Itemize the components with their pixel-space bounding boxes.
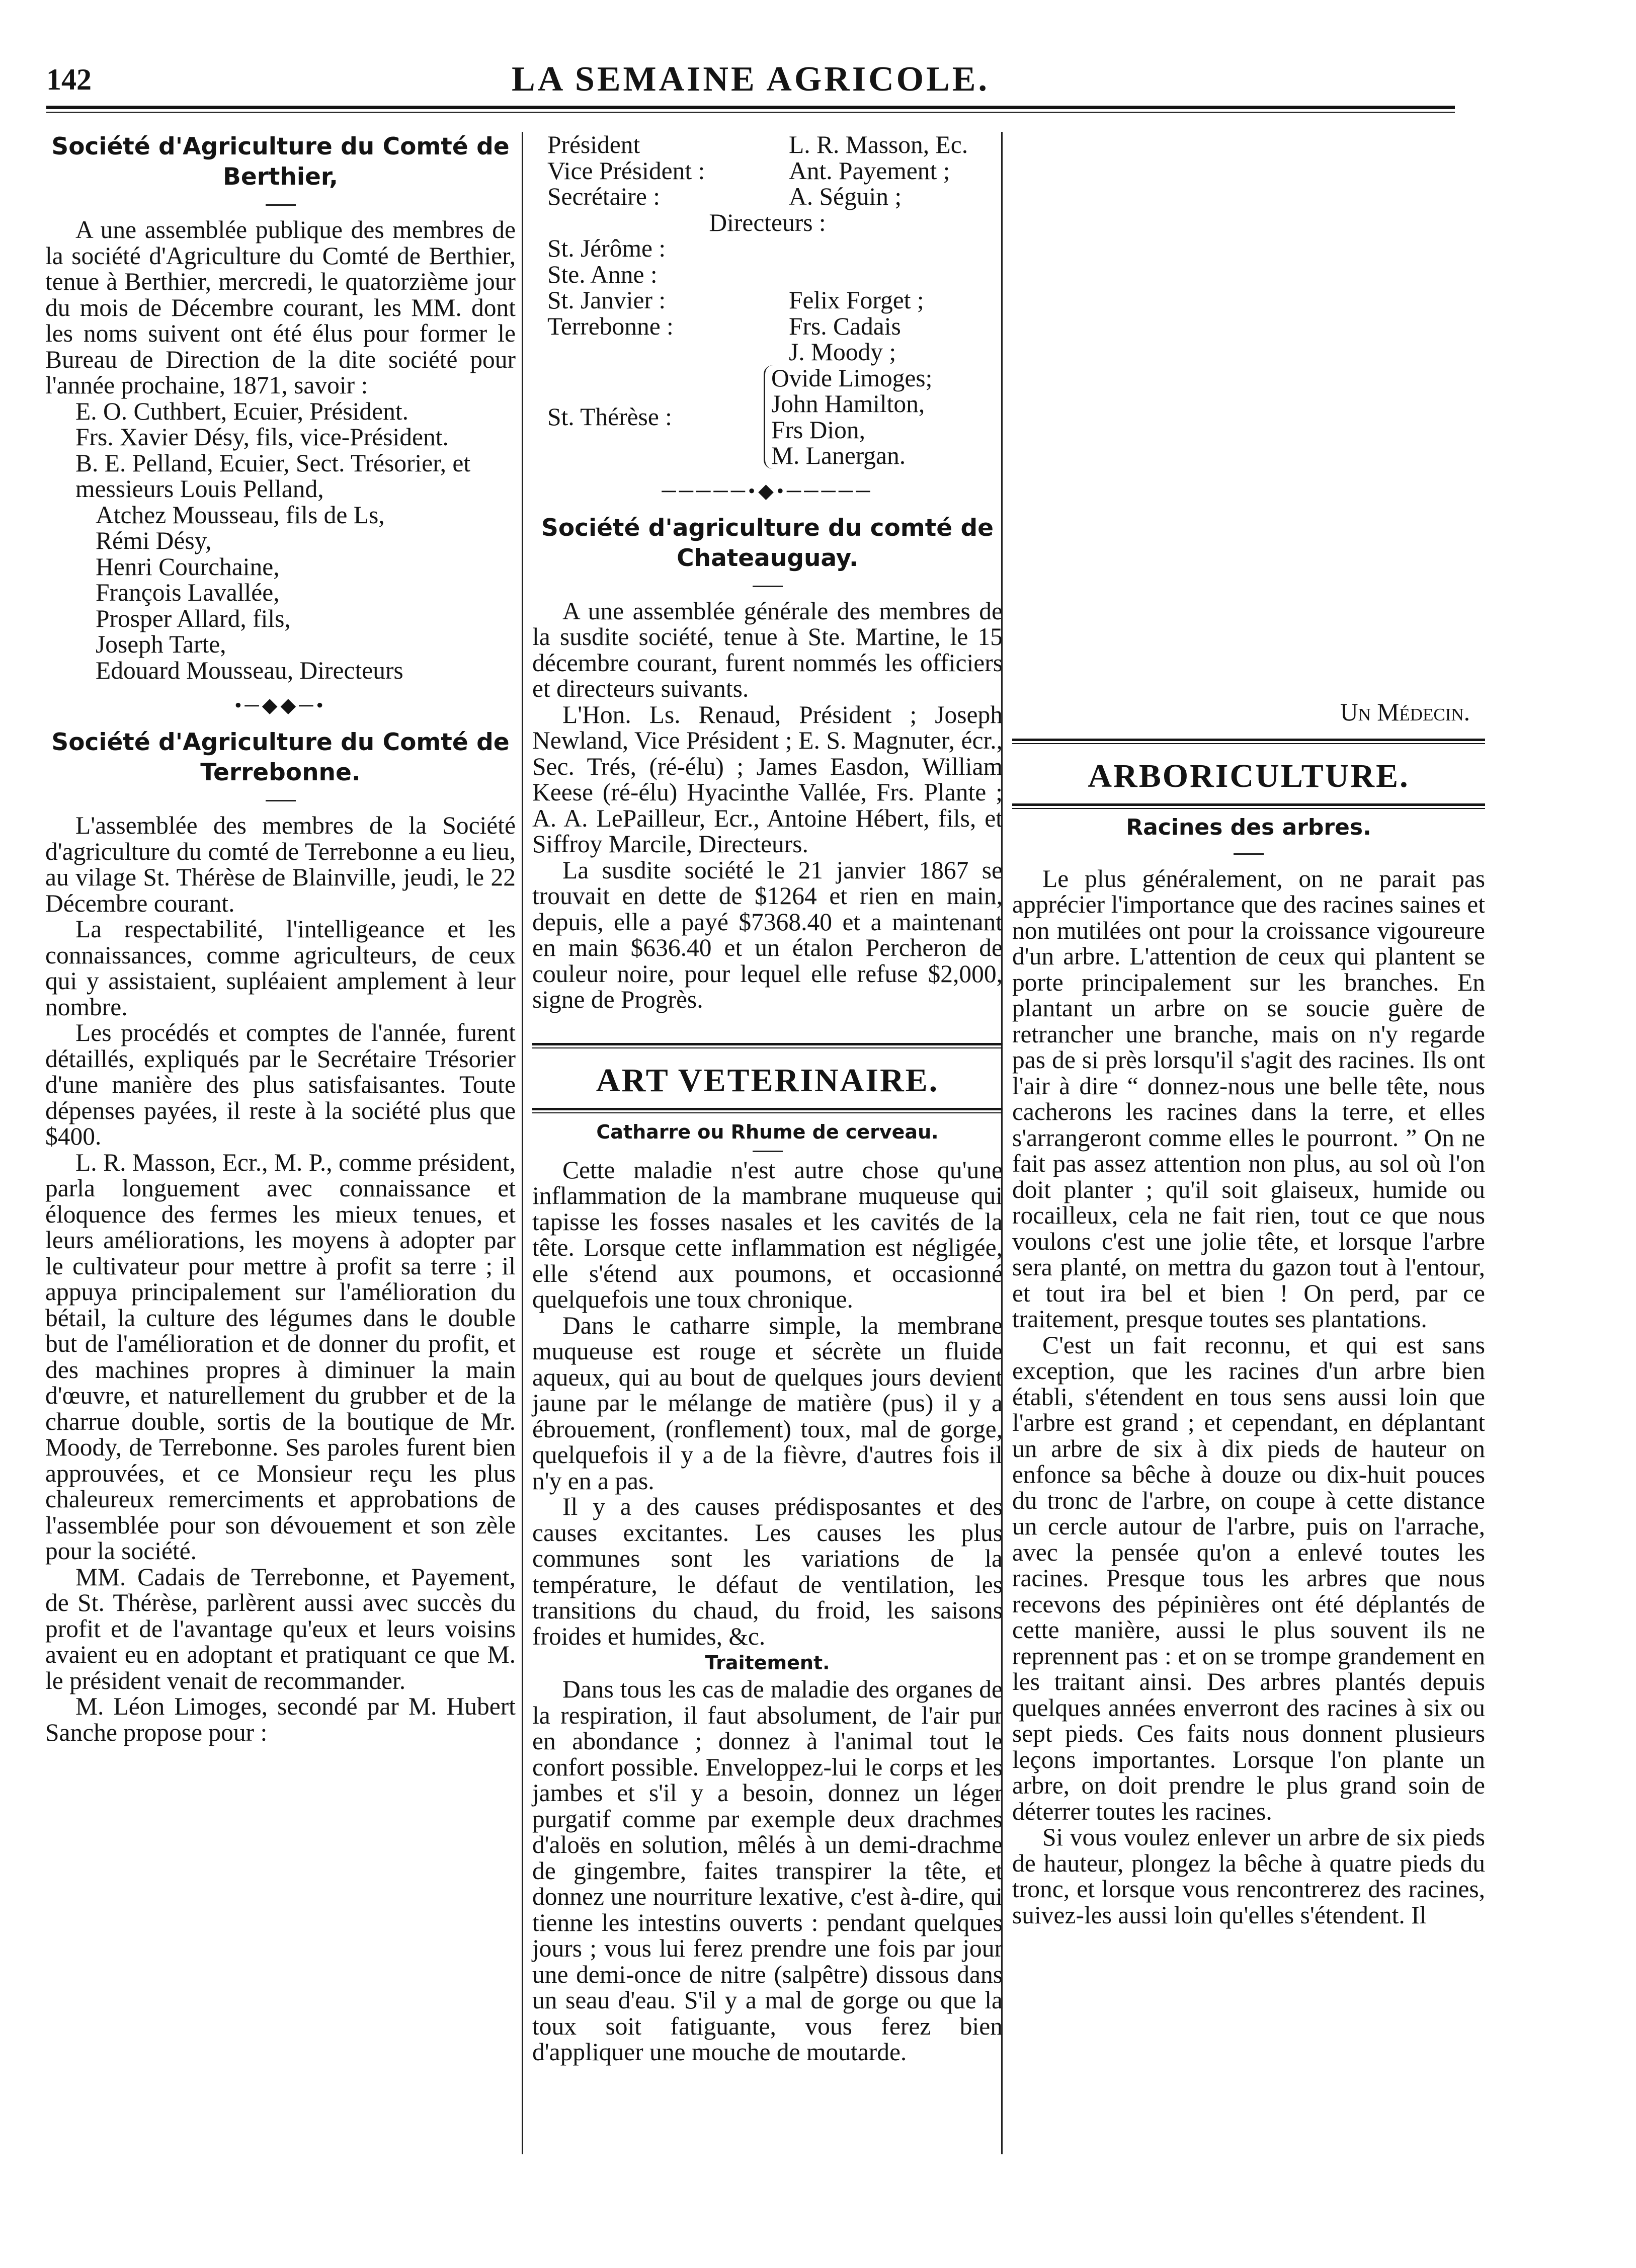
directors-heading: Directeurs :	[709, 208, 826, 236]
title-dash	[266, 800, 296, 801]
terrebonne-paragraph: Les procédés et comptes de l'année, furent détaillés, expliqués par le Secrétaire Trésorier d'une manière des plus satisfaisantes. Toute dépenses payées, il reste à la société plus que $400.	[45, 1019, 516, 1150]
veterinaire-paragraph: Il y a des causes prédisposantes et des causes excitantes. Les causes les plus communes sont les variations de la température, le défaut de ventilation, les transitions du chaud, du froid, les saisons froides et humides, &c.	[532, 1493, 1003, 1650]
berthier-director: Prosper Allard, fils,	[96, 604, 291, 632]
director-name: John Hamilton,	[771, 390, 925, 418]
board-row	[532, 262, 1003, 288]
board-value: A. Séguin ;	[789, 183, 902, 210]
terrebonne-title: Société d'Agriculture du Comté de Terrebonne.	[51, 728, 510, 786]
director-name: M. Lanergan.	[771, 442, 906, 469]
board-label: Ste. Anne :	[547, 260, 658, 288]
board-label: Président	[547, 131, 640, 158]
arboriculture-paragraph: Le plus généralement, on ne parait pas apprécier l'importance que des racines saines et non mutilées ont pour la croissance vigoureure d'un arbre. L'attention de ceux qui plantent se porte principalement sur les branches. En plantant un arbre on se soucie guère de retrancher une branche, mais on n'y regarde pas de si près lorsqu'il s'agit des racines. Ils ont l'air à dire “ donnez-nous une belle tête, nous cacherons les racines dans la terre, et elles s'arrangeront comme elles le pourront. ” On ne fait pas assez attention non plus, au sol où l'on doit planter ; qu'il soit glaiseux, humide ou rocailleux, cela ne fait rien, tout ce que nous voulons c'est une jolie tête, et lorsque l'arbre sera planté, on mettra du gazon tout à l'entour, et tout ira bel et bien ! On perd, par ce traitement, presque toutes ses plantations.	[1012, 864, 1485, 1333]
column-divider	[522, 132, 523, 2154]
berthier-paragraph: A une assemblée publique des membres de la société d'Agriculture du Comté de Berthier, tenue à Berthier, mercredi, le quatorzième jour du mois de Décembre courant, les MM. dont les noms suivent ont été élus pour former le Bureau de Direction de la dite société pour l'année prochaine, 1871, savoir :	[45, 216, 516, 399]
arboriculture-paragraph: C'est un fait reconnu, et qui est sans exception, que les racines d'un arbre bien établi, s'étendent en tous sens aussi loin que l'arbre est grand ; et cependant, en déplantant un arbre de six à dix pieds de hauteur on enfonce sa bêche à douze ou dix-huit pouces du tronc de l'arbre, on coupe à cette distance un cercle autour de l'arbre, puis on l'arrache, avec la pensée qu'on a enlevé toutes les racines. Presque tous les arbres que nous recevons des pépinières ont été déplantés de cette manière, aussi le plus souvent ils ne reprennent pas : et on se trompe grandement en les traitant ainsi. Des arbres plantés depuis quelques années enverront des racines à six ou sept pieds. Ces faits nous donnent plusieurs leçons importantes. Lorsque l'on plante un arbre, on doit prendre le plus grand soin de déterrer toutes les racines.	[1012, 1331, 1485, 1825]
director-name: Ovide Limoges;	[771, 364, 933, 392]
board-label: St. Jérôme :	[547, 234, 666, 262]
page-number: 142	[46, 63, 92, 96]
terrebonne-paragraph: La respectabilité, l'intelligeance et les connaissances, comme agriculteurs, de ceux qui y assistaient, supléaient amplement à leur nombre.	[45, 915, 516, 1021]
section-rule-thin	[1012, 808, 1485, 809]
board-row	[532, 235, 1003, 262]
director-name: Frs Dion,	[771, 416, 866, 444]
board-label: St. Thérèse :	[547, 402, 672, 431]
board-value: Frs. Cadais	[789, 312, 901, 340]
section-rule-thick	[532, 1043, 1003, 1045]
section-rule-thin	[532, 1047, 1003, 1048]
berthier-title: Société d'Agriculture du Comté de Berthier,	[51, 133, 510, 191]
sttherese-group	[532, 365, 1003, 469]
chateauguay-paragraph: L'Hon. Ls. Renaud, Président ; Joseph Newland, Vice Président ; E. S. Magnuter, écr., Sec. Trés, (ré-élu) ; James Easdon, William Keese (ré-élu) Hyacinthe Vallée, Frs. Plante ; A. A. LePailleur, Ecr., Antoine Hébert, fils, et Siffroy Marcile, Directeurs.	[532, 700, 1003, 858]
chateauguay-title: Société d'agriculture du comté de Chateauguay.	[541, 514, 994, 572]
chateauguay-paragraph: A une assemblée générale des membres de la susdite société, tenue à Ste. Martine, le 15 décembre courant, furent nommés les officiers et directeurs suivants.	[532, 597, 1003, 702]
section-rule-thin	[532, 1112, 1003, 1113]
board-value: Ant. Payement ;	[789, 156, 950, 185]
berthier-director: Henri Courchaine,	[96, 552, 280, 581]
treatment-subtitle: Traitement.	[705, 1652, 830, 1674]
berthier-officer: E. O. Cuthbert, Ecuier, Président.	[75, 397, 408, 425]
board-label: St. Janvier :	[547, 286, 666, 314]
berthier-officer: Frs. Xavier Désy, fils, vice-Président.	[75, 423, 449, 451]
veterinaire-subtitle: Catharre ou Rhume de cerveau.	[596, 1120, 939, 1143]
page-header	[46, 59, 1455, 105]
terrebonne-paragraph: M. Léon Limoges, secondé par M. Hubert Sanche propose pour :	[45, 1692, 516, 1746]
berthier-director: Joseph Tarte,	[96, 630, 226, 658]
header-rule-thin	[46, 112, 1455, 113]
title-dash	[266, 204, 296, 206]
berthier-director: Edouard Mousseau, Directeurs	[96, 656, 403, 684]
board-label: Terrebonne :	[547, 312, 674, 340]
column-3	[1012, 132, 1485, 1928]
berthier-director: Rémi Désy,	[96, 527, 212, 554]
section-rule-thin	[1012, 743, 1485, 744]
veterinaire-section-title: ART VETERINAIRE.	[596, 1062, 939, 1099]
board-row	[532, 313, 1003, 340]
title-dash	[753, 586, 783, 587]
column-2	[532, 132, 1003, 2065]
board-row	[532, 339, 1003, 365]
header-rule-thick	[46, 106, 1455, 109]
journal-title: LA SEMAINE AGRICOLE.	[512, 60, 990, 99]
section-ornament: •─◆◆─•	[234, 694, 326, 716]
veterinaire-paragraph: Dans le catharre simple, la membrane muqueuse est rouge et sécrète un fluide aqueux, qui au bout de quelques jours devient jaune par le mélange de matière (pus) il y a ébrouement, (ronflement) toux, mal de gorge, quelquefois il y a de la fièvre, d'autres fois il n'y en a pas.	[532, 1311, 1003, 1495]
title-dash	[753, 1151, 783, 1152]
arboriculture-paragraph: Si vous voulez enlever un arbre de six pieds de hauteur, plongez la bêche à quatre pieds du tronc, et lorsque vous rencontrerez des racines, suivez-les aussi loin qu'elles s'étendent. Il	[1012, 1823, 1485, 1929]
veterinaire-paragraph: Dans tous les cas de maladie des organes de la respiration, il faut absolument, de l'air pur en abondance ; donnez à l'animal tout le confort possible. Enveloppez-lui le corps et les jambes et s'il y a besoin, donnez un léger purgatif comme par exemple deux drachmes d'aloës en solution, mêlés à un demi-drachme de gingembre, faites transpirer la tête, et donnez une nourriture lexative, c'est à-dire, qui tienne les intestins ouverts : pendant quelques jours ; vous lui ferez prendre une fois par jour une demi-once de nitre (salpêtre) dissous dans un seau d'eau. S'il y a mal de gorge ou que la toux soit fatiguante, vous ferez bien d'appliquer une mouche de moutarde.	[532, 1675, 1003, 2066]
terrebonne-paragraph: L'assemblée des membres de la Société d'agriculture du comté de Terrebonne a eu lieu, au vilage St. Thérèse de Blainville, jeudi, le 22 Décembre courant.	[45, 812, 516, 917]
terrebonne-paragraph: L. R. Masson, Ecr., M. P., comme président, parla longuement avec connaissance et éloquence des fermes les mieux tenues, et leurs améliorations, les moyens à adopter par le cultivateur pour mettre à profit sa terre ; il appuya principalement sur l'amélioration du bétail, la culture des légumes dans le double but de l'amélioration et de donner du profit, et des machines propres à diminuer la main d'œuvre, et naturellement du grubber et de la charrue double, sortis de la boutique de Mr. Moody, de Terrebonne. Ses paroles furent bien approuvées, et ce Monsieur reçu les plus chaleureux remerciments et approbations de l'assemblée pour son dévouement et son zèle pour la société.	[45, 1148, 516, 1565]
board-value: L. R. Masson, Ec.	[789, 131, 968, 158]
title-dash	[1234, 853, 1264, 855]
section-rule-thick	[1012, 739, 1485, 741]
column-1	[45, 132, 516, 1745]
article-signature: Un Médecin.	[1340, 698, 1470, 726]
section-ornament: ─────•◆•─────	[662, 479, 873, 502]
berthier-director: Atchez Mousseau, fils de Ls,	[96, 501, 385, 529]
board-row	[532, 158, 1003, 184]
section-rule-thick	[1012, 803, 1485, 806]
arboriculture-subtitle: Racines des arbres.	[1126, 814, 1371, 840]
board-row	[532, 132, 1003, 158]
continued-text-spacer	[1012, 132, 1485, 690]
arboriculture-section-title: ARBORICULTURE.	[1088, 757, 1410, 794]
board-value: J. Moody ;	[789, 338, 896, 366]
board-label: Secrétaire :	[547, 183, 660, 210]
berthier-director: François Lavallée,	[96, 579, 280, 606]
veterinaire-paragraph: Cette maladie n'est autre chose qu'une inflammation de la mambrane muqueuse qui tapisse les fosses nasales et les cavités de la tête. Lorsque cette inflammation est négligée, elle s'étend aux poumons, et occasionné quelquefois une toux chronique.	[532, 1156, 1003, 1313]
board-row	[532, 287, 1003, 313]
terrebonne-paragraph: MM. Cadais de Terrebonne, et Payement, de St. Thérèse, parlèrent aussi avec succès du profit et de l'avantage qu'eux et leurs voisins avaient eu en adoptant et pratiquant ce que M. le président venait de recommander.	[45, 1563, 516, 1694]
berthier-officer: B. E. Pelland, Ecuier, Sect. Trésorier, et messieurs Louis Pelland,	[75, 449, 471, 503]
board-label: Vice Président :	[547, 156, 705, 185]
chateauguay-paragraph: La susdite société le 21 janvier 1867 se trouvait en dette de $1264 et rien en main, depuis, elle a payé $7368.40 et a maintenant en main $636.40 et un étalon Percheron de couleur noire, pour lequel elle refuse $2,000, signe de Progrès.	[532, 856, 1003, 1013]
section-rule-thick	[532, 1108, 1003, 1110]
board-row	[532, 184, 1003, 210]
board-value: Felix Forget ;	[789, 286, 924, 314]
bracket-names	[764, 365, 932, 469]
